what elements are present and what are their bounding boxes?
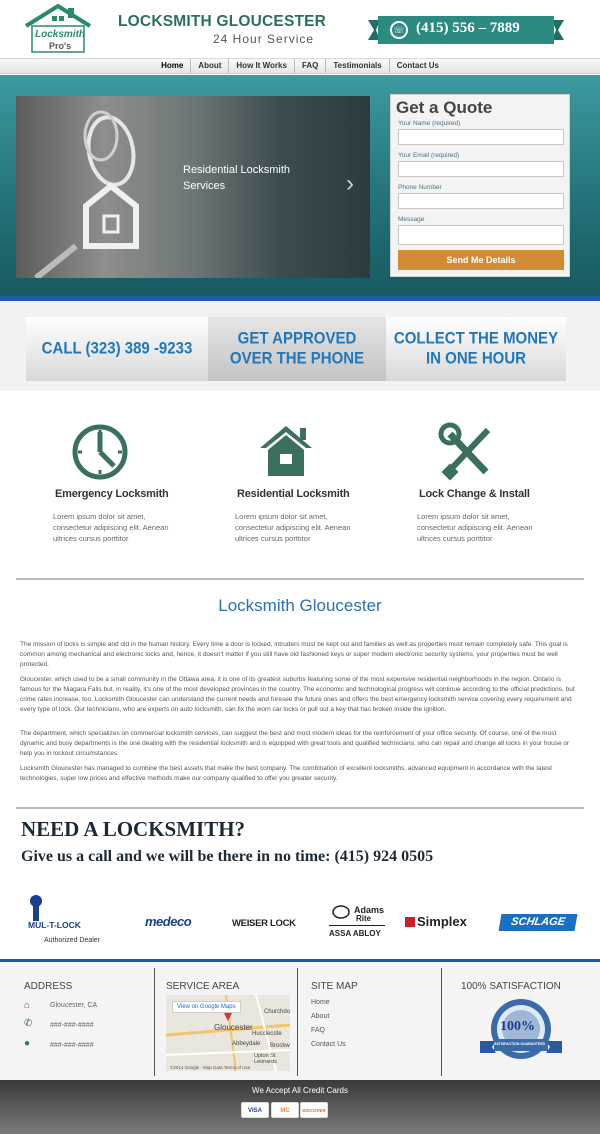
quote-form [390, 94, 570, 277]
site-subtitle: 24 Hour Service [213, 32, 315, 46]
step-collect-line2: IN ONE HOUR [425, 348, 526, 368]
nav-home[interactable]: Home [154, 59, 191, 73]
email-label: Your Email (required) [398, 152, 460, 159]
service-area-map[interactable] [166, 995, 290, 1071]
phone-field[interactable] [398, 193, 564, 209]
footer-address-phone: ###-###-#### [50, 1022, 94, 1029]
service-title-residential: Residential Locksmith [237, 488, 350, 500]
brand-mul-t-lock-sub: Authorized Dealer [44, 937, 101, 944]
credit-cards-label: We Accept All Credit Cards [252, 1086, 348, 1095]
brand-schlage: SCHLAGE [499, 914, 578, 931]
assa-abloy-rule [329, 925, 385, 926]
slider-caption: Residential Locksmith Services [183, 164, 290, 192]
map-label-abbeydale: Abbeydale [232, 1041, 261, 1047]
nav-about[interactable]: About [191, 59, 229, 73]
visa-card-icon: VISA [241, 1102, 269, 1118]
site-title: LOCKSMITH GLOUCESTER [118, 13, 327, 30]
footer-address-other: ###-###-#### [50, 1042, 94, 1049]
phone-icon: ☏ [390, 21, 408, 39]
footer-service-heading: SERVICE AREA [166, 981, 240, 992]
step-approved-line1: GET APPROVED [237, 328, 357, 348]
adams-rite-logo-icon [332, 905, 350, 919]
house-icon [256, 422, 316, 482]
map-label-hucclecote: Hucclecote [252, 1031, 282, 1037]
logo[interactable] [22, 4, 94, 54]
mul-t-lock-key-icon [24, 894, 48, 922]
article-title: Locksmith Gloucester [218, 596, 382, 615]
footer-satisfaction-heading: 100% SATISFACTION [461, 981, 561, 992]
slider-next-icon[interactable]: › [346, 170, 354, 197]
map-label-brockworth: Brockw [270, 1043, 290, 1049]
step-collect [386, 317, 566, 381]
map-label-leonards: Leonards [254, 1059, 277, 1065]
phone-ribbon[interactable] [368, 14, 564, 46]
article-paragraph: Locksmith Gloucester has managed to combine the best assets that make the best company. The combination of excellent locksmiths, advanced equipment in accordance with the latest technologies, super low prices and effective methods make our company qualified to offer you greater security. [20, 765, 552, 782]
article-paragraph: Gloucester, which used to be a small community in the Ottawa area, it is one of its greatest suburbs featuring some of the most expensive residential neighborhoods in the region. Ontario is famous for the Niagara Falls but, in reality, it's one of the most developed provinces in the country. The economic and technological progress will continue according to the official predictions, but crime rates increase, too. Locksmith Gloucester can understand the current needs and foresee the future ones and offers the best emergency locksmith service covering every requirement and every type of lock. Our technicians, who are experts on auto locksmith, can fix the worn car locks or pull out a key that has broken inside the ignition. [20, 676, 575, 713]
nav-testimonials[interactable]: Testimonials [326, 59, 389, 73]
step-collect-line1: COLLECT THE MONEY [393, 328, 559, 348]
logo-text-locksmith: Locksmith [35, 29, 86, 40]
phone-icon: ✆ [24, 1018, 33, 1029]
message-label: Message [398, 216, 425, 223]
phone-label: Phone Number [398, 184, 442, 191]
article-paragraph: The department, which specializes on commercial locksmith services, can suggest the best and most modern ideas for the reinforcement of your office security. Of course, one of the most dynamic and busy departments is the one dealing with the residential locksmith and is equipped with great tools and qualified technicians, who can repair and change all locks in your house or help you in lockout circumstances. [20, 730, 570, 757]
sitemap-link-home[interactable]: Home [311, 999, 330, 1006]
simplex-logo-icon [405, 917, 415, 927]
map-label-churchdown: Churchdo [264, 1009, 290, 1015]
home-icon: ⌂ [24, 1000, 31, 1011]
step-approved [208, 317, 386, 381]
footer-column-separator [297, 968, 298, 1076]
discover-card-icon: DISCOVER [300, 1102, 328, 1118]
map-credit: ©2014 Google · Map Data Terms of Use [170, 1065, 251, 1070]
nav-faq[interactable]: FAQ [295, 59, 326, 73]
map-pin-icon: ● [24, 1038, 31, 1049]
main-nav [0, 58, 600, 74]
quote-title: Get a Quote [396, 98, 493, 117]
service-text-residential: Lorem ipsum dolor sit amet, consectetur adipiscing elit. Aenean ultrices cursus porttitor [235, 512, 351, 543]
name-field[interactable] [398, 129, 564, 145]
brand-adams: Adams [354, 905, 385, 915]
name-label: Your Name (required) [398, 120, 461, 127]
step-call[interactable] [26, 317, 208, 381]
footer-sitemap-heading: SITE MAP [311, 981, 358, 992]
brand-mul-t-lock: MUL-T-LOCK [28, 920, 81, 930]
site-header [0, 0, 600, 58]
section-divider [16, 578, 584, 580]
brand-assa-abloy: ASSA ABLOY [329, 929, 381, 938]
sitemap-link-about[interactable]: About [311, 1013, 330, 1020]
message-field[interactable] [398, 225, 564, 245]
brand-weiser-lock: WEISER LOCK [232, 918, 296, 929]
send-details-button[interactable]: Send Me Details [398, 250, 564, 270]
map-label-gloucester: Gloucester [214, 1023, 253, 1032]
sitemap-link-faq[interactable]: FAQ [311, 1027, 326, 1034]
tools-icon [438, 422, 498, 482]
map-label-upton: Upton St [254, 1053, 276, 1059]
hero-slider[interactable] [16, 96, 370, 278]
service-text-emergency: Lorem ipsum dolor sit amet, consectetur adipiscing elit. Aenean ultrices cursus porttitor [53, 512, 169, 543]
cta-subheading: Give us a call and we will be there in no time: (415) 924 0505 [21, 848, 434, 865]
step-call-text: CALL (323) 389 -9233 [41, 338, 193, 358]
article-paragraph: The mission of locks is simple and old in the human history. Every time a door is locked, intruders must be kept out and families as well as properties must remain completely safe. This goal is common among mechanical and electronic locks and, hence, it doesn't matter if you still have old fashioned keys or super modern electronic security systems, your properties must be well protected. [20, 641, 568, 668]
nav-contact-us[interactable]: Contact Us [396, 61, 439, 70]
brand-simplex: Simplex [417, 914, 467, 929]
logo-text-pros: Pro's [49, 41, 72, 51]
service-title-lock-change: Lock Change & Install [419, 488, 530, 500]
step-approved-line2: OVER THE PHONE [229, 348, 365, 368]
mastercard-card-icon: MC [271, 1102, 299, 1118]
cta-heading: NEED A LOCKSMITH? [21, 817, 246, 841]
header-phone[interactable]: (415) 556 – 7889 [416, 20, 520, 36]
brand-medeco: medeco [145, 914, 192, 929]
footer-column-separator [154, 968, 155, 1076]
service-title-emergency: Emergency Locksmith [55, 488, 169, 500]
clock-icon [70, 422, 130, 482]
view-on-google-maps-link[interactable]: View on Google Maps [172, 1001, 241, 1013]
brand-rite: Rite [356, 914, 372, 923]
seal-percentage: 100% [500, 1019, 535, 1034]
footer-address-heading: ADDRESS [24, 981, 73, 992]
sitemap-link-contact[interactable]: Contact Us [311, 1041, 346, 1048]
section-divider [16, 807, 584, 809]
footer-address-city: Gloucester, CA [50, 1002, 98, 1009]
footer-column-separator [441, 968, 442, 1076]
seal-ring-text: SATISFACTION GUARANTEED [494, 1042, 546, 1046]
service-text-lock-change: Lorem ipsum dolor sit amet, consectetur adipiscing elit. Aenean ultrices cursus porttitor [417, 512, 533, 543]
email-field[interactable] [398, 161, 564, 177]
nav-how-it-works[interactable]: How It Works [229, 59, 295, 73]
